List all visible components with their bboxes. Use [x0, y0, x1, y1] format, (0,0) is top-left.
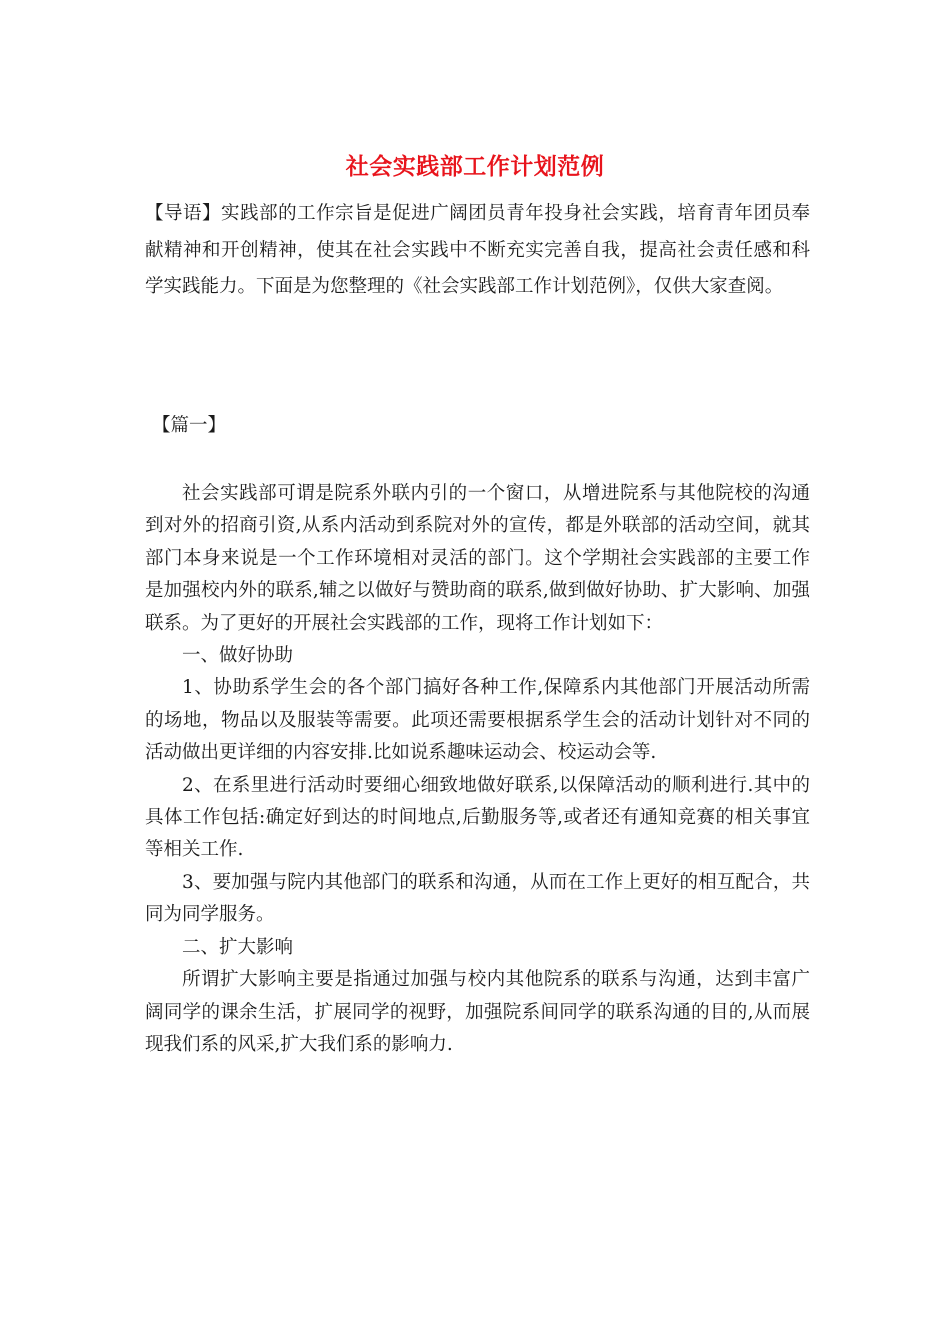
subsection-heading: 二、扩大影响 — [182, 936, 294, 958]
section-heading: 【篇一】 — [152, 415, 227, 436]
body-paragraph: 社会实践部可谓是院系外联内引的一个窗口，从增进院系与其他院校的沟通到对外的招商引资,从系内活动到系院对外的宣传，都是外联部的活动空间，就其部门本身来说是一个工作环境相对灵活的部门。这个学期社会实践部的主要工作是加强校内外的联系,辅之以做好与赞助商的联系,做到做好协助、扩大影响、加强联系。为了更好的开展社会实践部的工作，现将工作计划如下： — [145, 483, 810, 634]
intro-paragraph: 【导语】实践部的工作宗旨是促进广阔团员青年投身社会实践，培育青年团员奉献精神和开创精神，使其在社会实践中不断充实完善自我，提高社会责任感和科学实践能力。下面是为您整理的《社会实践部工作计划范例》，仅供大家查阅。 — [145, 203, 810, 297]
document-body — [145, 478, 810, 1061]
body-paragraph: 3、要加强与院内其他部门的联系和沟通，从而在工作上更好的相互配合，共同为同学服务。 — [145, 871, 810, 926]
subsection-heading: 一、做好协助 — [182, 645, 294, 667]
body-paragraph: 2、在系里进行活动时要细心细致地做好联系,以保障活动的顺利进行.其中的具体工作包括:确定好到达的时间地点,后勤服务等,或者还有通知竞赛的相关事宜等相关工作. — [145, 774, 810, 861]
body-paragraph: 所谓扩大影响主要是指通过加强与校内其他院系的联系与沟通，达到丰富广阔同学的课余生活，扩展同学的视野，加强院系间同学的联系沟通的目的,从而展现我们系的风采,扩大我们系的影响力. — [145, 969, 810, 1055]
document-title: 社会实践部工作计划范例 — [345, 153, 605, 180]
body-paragraph: 1、协助系学生会的各个部门搞好各种工作,保障系内其他部门开展活动所需的场地，物品以及服装等需要。此项还需要根据系学生会的活动计划针对不同的活动做出更详细的内容安排.比如说系趣味运动会、校运动会等. — [145, 677, 810, 764]
